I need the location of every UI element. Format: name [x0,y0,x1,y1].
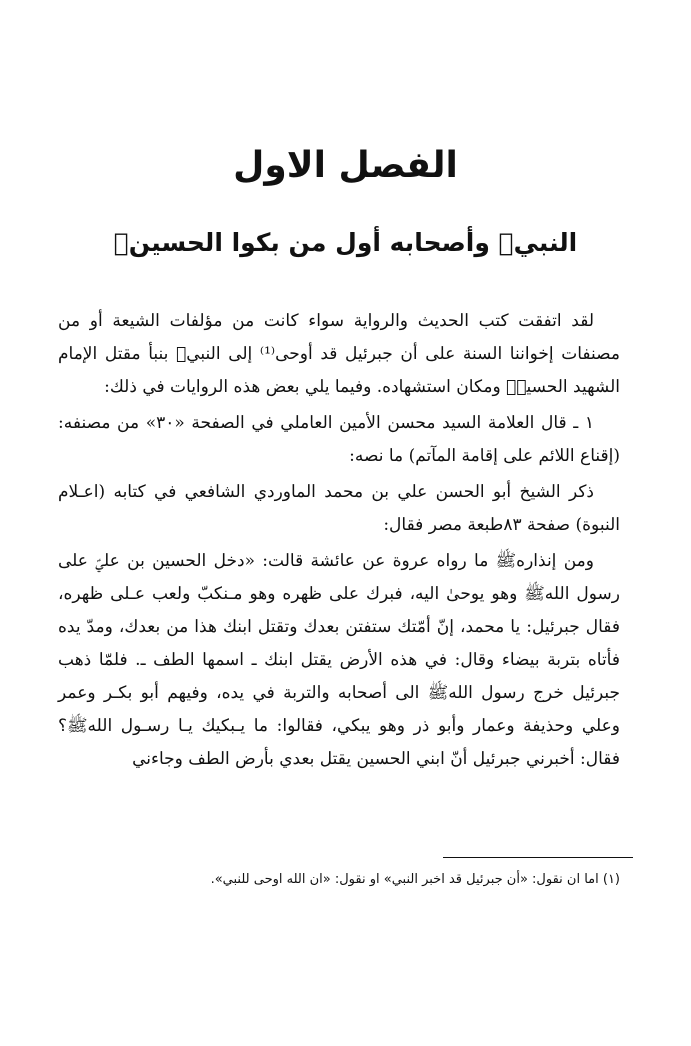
chapter-title: الفصل الاول [233,145,458,186]
chapter-subtitle: النبيﷺ وأصحابه أول من بكوا الحسينؑ [113,228,578,257]
footnote-divider [443,857,633,858]
footnote: (١) اما ان نقول: «أن جبرئيل قد اخبر النبي» او نقول: «ان الله اوحى للنبي». [210,872,620,887]
body-text [58,305,620,779]
intro-paragraph: لقد اتفقت كتب الحديث والرواية سواء كانت من مؤلفات الشيعة أو من مصنفات إخواننا السنة على أن جبرئيل قد أوحى⁽¹⁾ إلى النبيﷺ بنبأ مقتل الإمام الشهيد الحسينؑ ومكان استشهاده. وفيما يلي بعض هذه الروايات في ذلك: [58,311,620,397]
narration-1-paragraph: ١ ـ قال العلامة السيد محسن الأمين العاملي في الصفحة «٣٠» من مصنفه: (إقناع اللائم على إقامة المآتم) ما نصه: [58,413,620,466]
hadith-paragraph: ومن إنذارهﷺ ما رواه عروة عن عائشة قالت: «دخل الحسين بن عليؑ على رسول اللهﷺ وهو يوحىٰ اليه، فبرك على ظهره وهو مـنكبّ ولعب عـلى ظهره، فقال جبرئيل: يا محمد، إنّ أمّتك ستفتن بعدك وتقتل ابنك هذا من بعدك، ومدّ يده فأتاه بتربة بيضاء وقال: في هذه الأرض يقتل ابنك ـ اسمها الطف ـ. فلمّا ذهب جبرئيل خرج رسول اللهﷺ الى أصحابه والتربة في يده، وفيهم أبو بكـر وعمر وعلي وحذيفة وعمار وأبو ذر وهو يبكي، فقالوا: ما يـبكيك يـا رسـول اللهﷺ؟ فقال: أخبرني جبرئيل أنّ ابني الحسين يقتل بعدي بأرض الطف وجاءني [58,551,620,769]
source-paragraph: ذكر الشيخ أبو الحسن علي بن محمد الماوردي الشافعي في كتابه (اعـلام النبوة) صفحة ٨٣طبعة مصر فقال: [58,482,620,535]
